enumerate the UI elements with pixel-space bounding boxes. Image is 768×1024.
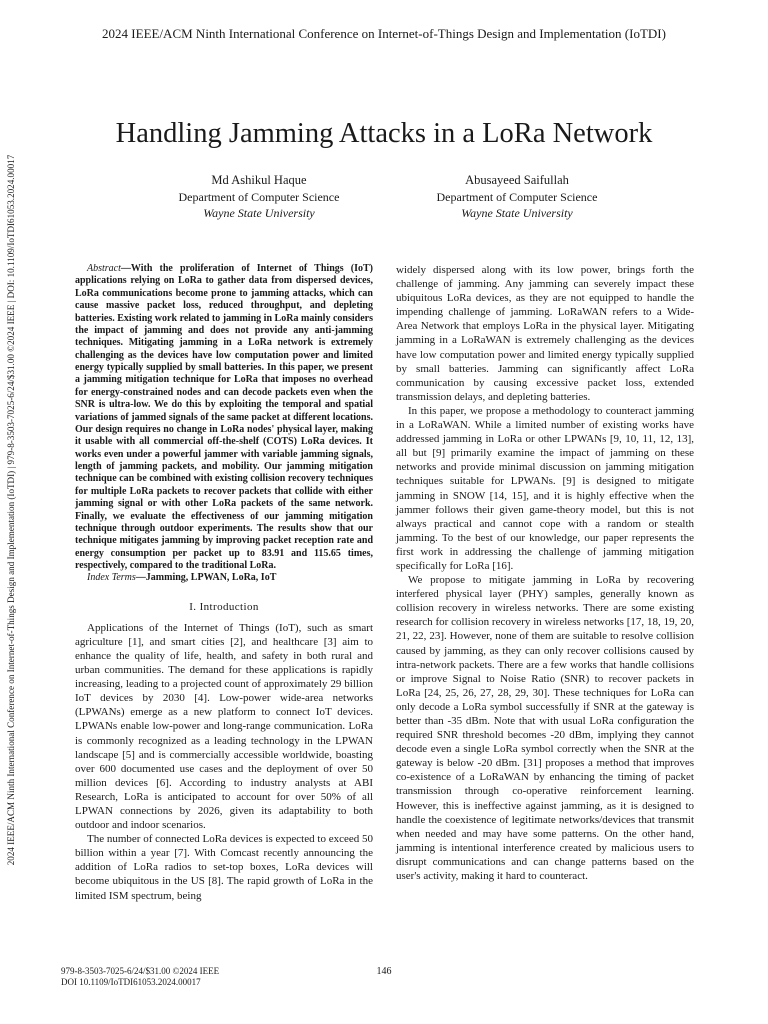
author-name: Abusayeed Saifullah — [465, 173, 569, 187]
footer-doi: DOI 10.1109/IoTDI61053.2024.00017 — [61, 977, 201, 987]
paragraph: The number of connected LoRa devices is expected to exceed 50 billion within a year [7]. With Comcast recently announcing the addition of LoRa radios to set-top boxes, LoRa devices will become ubiquitous in the US [8]. The rapid growth of LoRa in the limited ISM spectrum, being — [75, 833, 373, 902]
author-dept: Department of Computer Science — [178, 189, 340, 204]
side-note-text: 2024 IEEE/ACM Ninth International Conference on Internet-of-Things Design and Implementation (IoTDI) | 979-8-3503-7025-6/24/$31.00 ©2024 IEEE | DOI: 10.1109/IoTDI61053.2024.00017 — [6, 154, 16, 866]
page-number: 146 — [376, 966, 392, 977]
right-column — [396, 263, 694, 883]
left-column — [75, 263, 373, 903]
section-heading: I. Introduction — [189, 600, 259, 613]
author-univ: Wayne State University — [203, 206, 315, 220]
side-margin-note — [4, 104, 18, 916]
index-terms: Index Terms—Jamming, LPWAN, LoRa, IoT — [87, 572, 277, 584]
author-dept: Department of Computer Science — [436, 189, 598, 204]
footer-isbn: 979-8-3503-7025-6/24/$31.00 ©2024 IEEE — [61, 966, 220, 976]
paragraph: We propose to mitigate jamming in LoRa by recovering interfered physical layer (PHY) samples, generally known as collision recovery in wireless networks. There are some existing research for collision recovery in wireless networks [17, 18, 19, 20, 21, 22, 23]. However, none of them are suitable to resolve collision caused by jamming, as they can only recover collisions caused by intra-network packets. There are a few works that handle collisions or improve Signal to Noise Ratio (SNR) to recover packets in LoRa [24, 25, 26, 27, 28, 29, 30]. These techniques for LoRa can only decode a LoRa symbol successfully if SNR at the gateway is better than -35 dBm. Note that with usual LoRa configuration the required SNR threshold becomes -20 dBm, implying they cannot decode even a single LoRa symbol correctly when the SNR at the gateway is below -20 dBm. [31] proposes a method that improves co-existence of a LoRaWAN by enhancing the timing of packet transmission through co-operative reinforcement learning. However, this is ineffective against jamming, as it is designed to handle the coexistence of legitimate networks/devices that transmit when needed and may have some patterns. On the other hand, jamming is intentional interference created by malicious users to disrupt communications and can change patterns based on the user's activity, making it hard to counteract. — [396, 574, 694, 883]
index-terms-label: Index Terms — [87, 572, 136, 584]
abstract-text: With the proliferation of Internet of Things (IoT) applications relying on LoRa to gather data from dispersed devices, LoRa communications become prone to jamming attacks, which can cause massive packet loss, reduced throughput, and depleting batteries. Existing work related to jamming in LoRa mainly considers the impact of jamming and does not provide any anti-jamming techniques. Mitigating jamming in a LoRa network is extremely challenging as the devices have low computation power and limited energy typically supplied by small batteries. In this paper, we present a jamming mitigation technique for LoRa that imposes no overhead for energy-constrained nodes and can decode packets even when the SNR is ultra-low. We do this by exploiting the temporal and spatial variations of jammed signals of the same packet at different locations. Our design requires no change in LoRa nodes' physical layer, making it usable with all commercial off-the-shelf (COTS) LoRa devices. It works even under a powerful jammer with variable jamming signals, length of jamming packets, and mobility. Our jamming mitigation technique can be combined with existing collision recovery techniques for multiple LoRa packets to recover packets that collide with either jamming signal or with other LoRa packets of the same network. Finally, we evaluate the effectiveness of our jamming mitigation technique through outdoor experiments. The results show that our technique mitigates jamming by improving packet reception rate and energy consumption per packet up to 83.91 and 115.65 times, respectively, compared to the traditional LoRa. — [75, 263, 373, 571]
abstract: Abstract—With the proliferation of Internet of Things (IoT) applications relying on LoRa to gather data from dispersed devices, LoRa communications become prone to jamming attacks, which can cause massive packet loss, reduced throughput, and depleting batteries. Existing work related to jamming in LoRa mainly considers the impact of jamming and does not provide any anti-jamming techniques. Mitigating jamming in a LoRa network is extremely challenging as the devices have low computation power and limited energy typically supplied by small batteries. In this paper, we present a jamming mitigation technique for LoRa that imposes no overhead for energy-constrained nodes and can decode packets even when the SNR is ultra-low. We do this by exploiting the temporal and spatial variations of jammed signals of the same packet at different locations. Our design requires no change in LoRa nodes' physical layer, making it usable with all commercial off-the-shelf (COTS) LoRa devices. It works even under a powerful jammer with variable jamming signals, length of jamming packets, and mobility. Our jamming mitigation technique can be combined with existing collision recovery techniques for multiple LoRa packets to recover packets that collide with either jamming signal or with other LoRa packets of the same network. Finally, we evaluate the effectiveness of our jamming mitigation technique through outdoor experiments. The results show that our technique mitigates jamming by improving packet reception rate and energy consumption per packet up to 83.91 and 115.65 times, respectively, compared to the traditional LoRa. — [75, 263, 373, 571]
conference-header: 2024 IEEE/ACM Ninth International Conference on Internet-of-Things Design and Implementation (IoTDI) — [102, 26, 666, 41]
author-block-2 — [397, 172, 637, 222]
index-terms-text: Jamming, LPWAN, LoRa, IoT — [145, 572, 277, 584]
paper-title: Handling Jamming Attacks in a LoRa Network — [115, 118, 653, 149]
author-name: Md Ashikul Haque — [211, 173, 307, 187]
author-univ: Wayne State University — [461, 206, 573, 220]
paragraph: widely dispersed along with its low power, brings forth the challenge of jamming. Any jamming can severely impact these ubiquitous LoRa devices, as they are not equipped to handle the impending challenge of jamming. LoRaWAN refers to a Wide-Area Network that employs LoRa in the physical layer. Mitigating jamming in a LoRaWAN is extremely challenging as the devices have low computation power and limited energy typically supplied by small batteries. Jamming can significantly affect LoRa communication by causing excessive packet loss, extended transmission delays, and depleting batteries. — [396, 264, 694, 403]
paragraph: Applications of the Internet of Things (IoT), such as smart agriculture [1], and smart cities [2], and healthcare [3] aim to enhance the quality of life, health, and safety in both rural and urban communities. The demand for these applications is rapidly increasing, leading to a projected count of approximately 29 billion IoT devices by 2030 [4]. Low-power wide-area networks (LPWANs) emerge as a new platform to connect IoT devices. LPWANs enable low-power and long-range communication. LoRa is commonly recognized as a leading technology in the LPWAN landscape [5] and is commercially accessible worldwide, boasting over 600 documented use cases and the deployment of over 50 million devices [6]. According to industry analysts at ABI Research, LoRa is anticipated to account for over 50% of all LPWAN connections by 2026, given its adaptability to both outdoor and indoor scenarios. — [75, 621, 373, 832]
paragraph: In this paper, we propose a methodology to counteract jamming in a LoRaWAN. While a limited number of existing works have addressed jamming in LoRa or other LPWANs [9, 10, 11, 12, 13], all but [9] primarily examine the impact of jamming on these networks and provide minimal discussion on jamming mitigation techniques suitable for LPWANs. [9] is designed to mitigate jamming in SNOW [14, 15], and it is highly effective when the jammer follows their given game-theory model, but this is not always practical and cannot cope with a random or stealth jamming. To the best of our knowledge, our paper represents the first work in addressing the challenge of jamming mitigation specifically for LoRa [16]. — [396, 404, 694, 572]
abstract-label: Abstract — [87, 263, 121, 274]
author-block-1 — [139, 172, 379, 222]
intro-left-body — [75, 621, 373, 903]
